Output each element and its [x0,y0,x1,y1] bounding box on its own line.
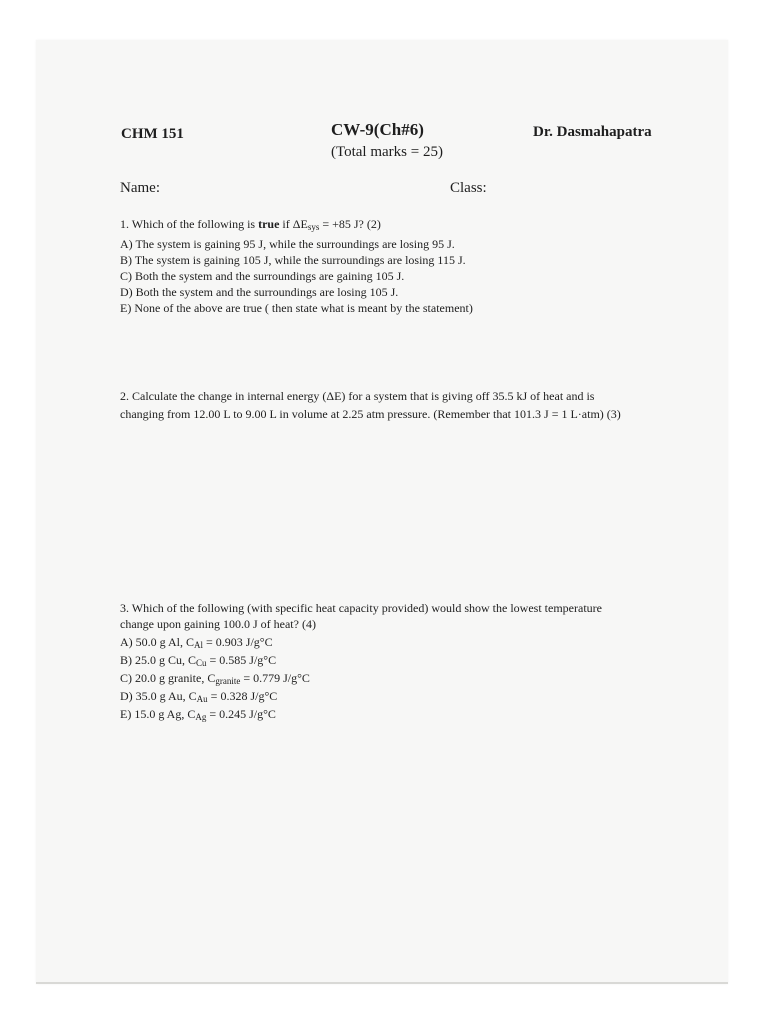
instructor-name: Dr. Dasmahapatra [533,124,652,140]
q3-option-c-sub: granite [215,676,241,686]
class-label: Class: [450,180,487,196]
q1-option-a: A) The system is gaining 95 J, while the surroundings are losing 95 J. [120,237,455,251]
q1-stem-emphasis: true [258,217,280,231]
page-bottom-edge [36,982,728,984]
q3-option-d-post: = 0.328 J/g°C [207,689,278,703]
question-3-line-2: change upon gaining 100.0 J of heat? (4) [120,617,316,631]
q3-option-a [120,634,273,653]
q1-stem-if: if ΔE [279,217,308,231]
question-1-stem [120,216,381,235]
q1-option-d: D) Both the system and the surroundings are losing 105 J. [120,285,399,299]
q3-option-d [120,688,277,707]
q1-option-b: B) The system is gaining 105 J, while the surroundings are losing 115 J. [120,253,466,267]
q3-option-b-pre: B) 25.0 g Cu, C [120,653,197,667]
q3-option-d-pre: D) 35.0 g Au, C [120,689,197,703]
q1-option-e: E) None of the above are true ( then state what is meant by the statement) [120,301,473,315]
q1-stem-subscript: sys [307,222,320,232]
q3-option-c-post: = 0.779 J/g°C [240,671,310,685]
q3-option-a-pre: A) 50.0 g Al, C [120,635,195,649]
q3-option-e-post: = 0.245 J/g°C [206,707,276,721]
name-label: Name: [120,180,160,196]
q3-option-a-post: = 0.903 J/g°C [203,635,273,649]
q1-stem-rest: = +85 J? (2) [319,217,381,231]
q3-option-e [120,706,276,725]
q1-option-c: C) Both the system and the surroundings are gaining 105 J. [120,269,405,283]
q3-option-a-sub: Al [194,640,204,650]
q3-option-d-sub: Au [196,694,208,704]
course-code: CHM 151 [121,126,184,142]
q3-option-b-sub: Cu [196,658,207,668]
question-2-line-1: 2. Calculate the change in internal energy (ΔE) for a system that is giving off 35.5 kJ of heat and is [120,389,595,403]
question-3-line-1: 3. Which of the following (with specific heat capacity provided) would show the lowest temperature [120,601,602,615]
q3-option-b-post: = 0.585 J/g°C [206,653,277,667]
q3-option-b [120,652,276,671]
q3-option-c [120,670,310,689]
q3-option-c-pre: C) 20.0 g granite, C [120,671,216,685]
total-marks: (Total marks = 25) [331,144,443,160]
q1-stem-prefix: 1. Which of the following is [120,217,259,231]
q3-option-e-pre: E) 15.0 g Ag, C [120,707,196,721]
q3-option-e-sub: Ag [195,712,207,722]
question-2-line-2: changing from 12.00 L to 9.00 L in volume at 2.25 atm pressure. (Remember that 101.3 J = 1 L·atm) (3) [120,407,621,421]
worksheet-title: CW-9(Ch#6) [331,120,424,139]
